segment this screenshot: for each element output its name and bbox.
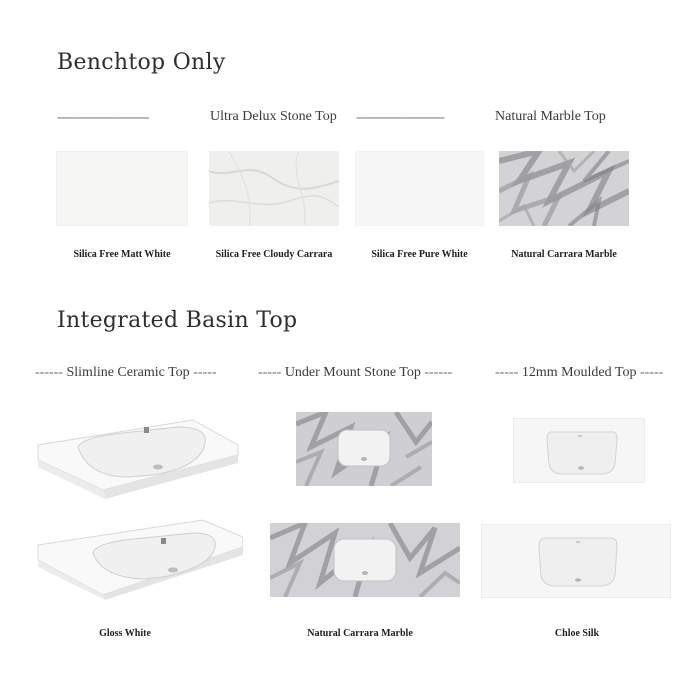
swatch-label-cloudy-carrara: Silica Free Cloudy Carrara [215,249,333,260]
dash-right: ----- [193,365,217,380]
ceramic-basin-image-2[interactable] [33,515,243,600]
basin-label-chloe-silk: Chloe Silk [554,628,600,639]
swatch-pure-white[interactable] [355,151,484,226]
swatch-label-matt-white: Silica Free Matt White [73,249,171,260]
moulded-top-image-2[interactable] [481,524,671,598]
category-ultra-delux: Ultra Delux Stone Top [210,109,337,124]
swatch-matt-white[interactable] [56,151,188,226]
category-name: Under Mount Stone Top [284,365,421,380]
benchtop-title: Benchtop Only [57,50,226,75]
dash-divider-left: ------------------------- [57,110,149,125]
dash-left: ------ [35,365,63,380]
swatch-cloudy-carrara[interactable] [209,151,339,226]
category-slimline-ceramic [35,365,217,381]
dash-left: ----- [258,365,282,380]
category-name: 12mm Moulded Top [521,365,637,380]
marble-undermount-image-1[interactable] [296,412,432,486]
category-name: Slimline Ceramic Top [66,365,190,380]
basin-label-gloss-white: Gloss White [99,628,151,639]
category-moulded-top [495,365,663,381]
category-under-mount-stone [258,365,452,381]
dash-divider-mid: ------------------------ [356,110,444,125]
moulded-top-image-1[interactable] [513,418,645,483]
swatch-label-natural-carrara: Natural Carrara Marble [511,249,617,260]
marble-undermount-image-2[interactable] [270,523,460,597]
category-natural-marble: Natural Marble Top [495,109,606,124]
swatch-label-pure-white: Silica Free Pure White [371,249,468,260]
ceramic-basin-image-1[interactable] [33,415,243,500]
swatch-natural-carrara[interactable] [499,151,629,226]
dash-right: ----- [639,365,664,380]
basin-title: Integrated Basin Top [57,308,298,333]
basin-label-natural-carrara: Natural Carrara Marble [307,628,413,639]
dash-left: ----- [495,365,519,380]
dash-right: ------ [424,365,453,380]
